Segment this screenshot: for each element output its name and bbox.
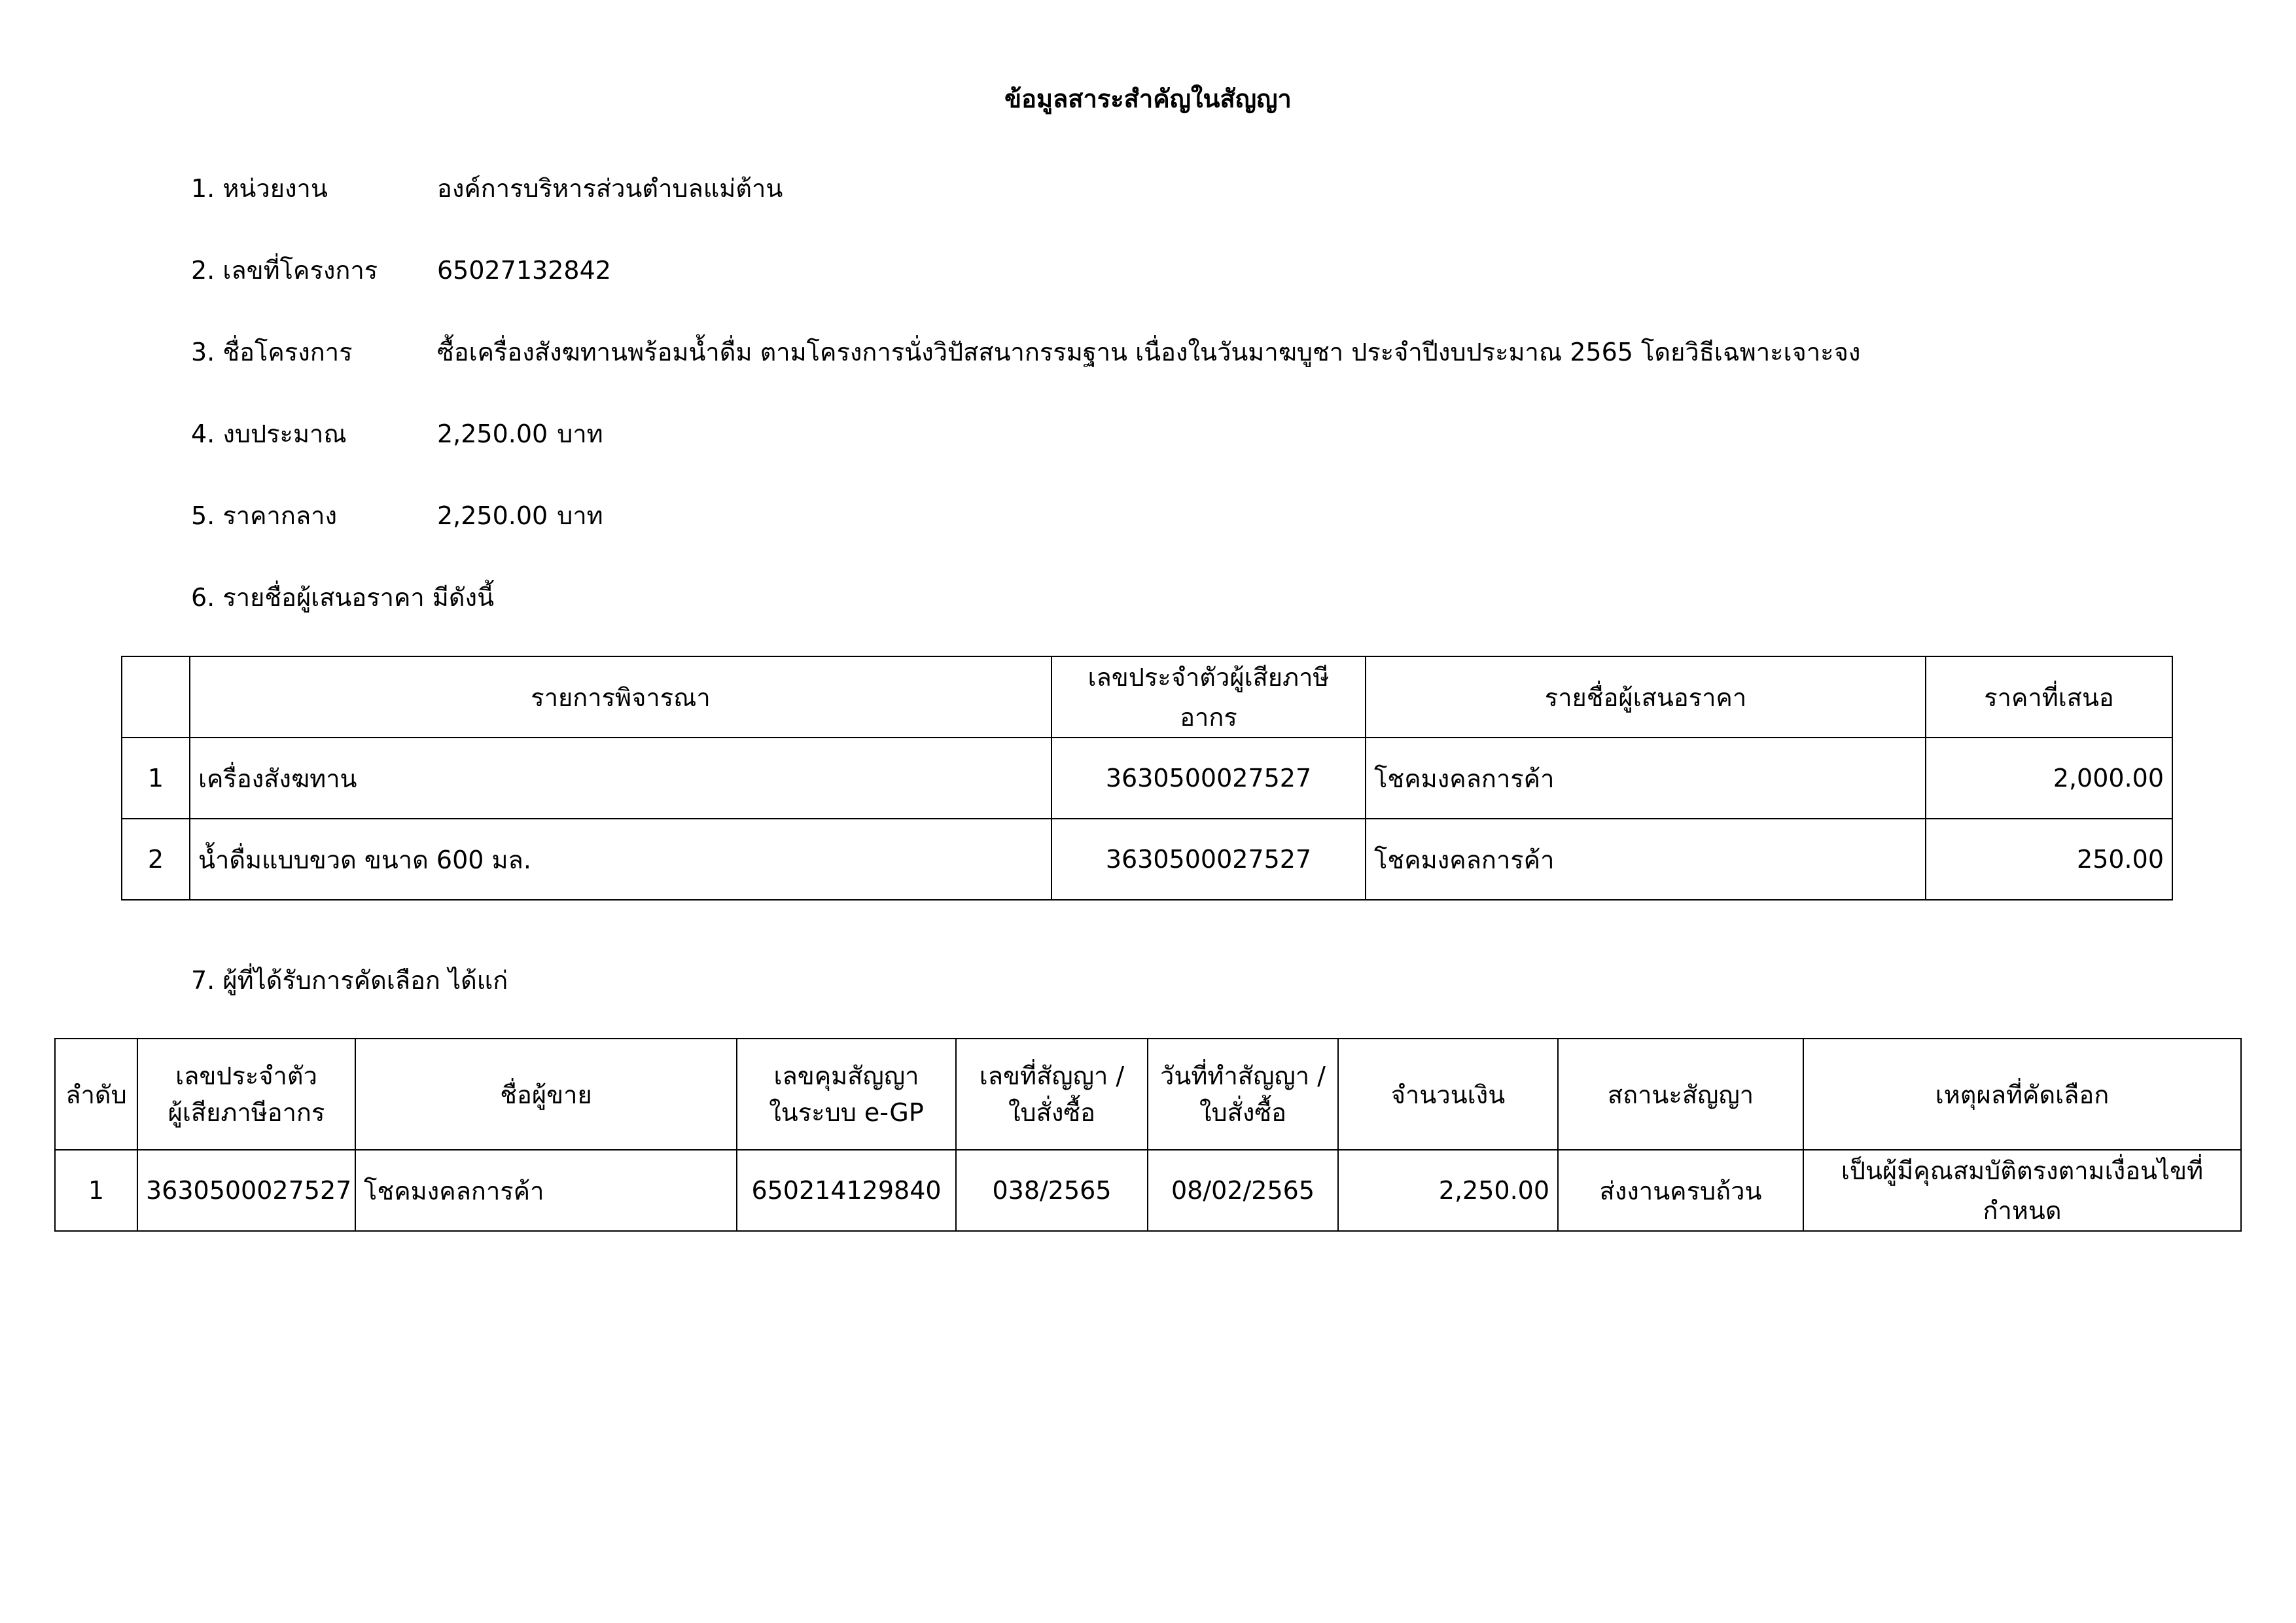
offer-item: เครื่องสังฆทาน	[190, 738, 1051, 819]
page-title: ข้อมูลสาระสำคัญในสัญญา	[1004, 84, 1292, 113]
winner-control-no: 650214129840	[737, 1150, 956, 1231]
winner-header-control-no	[737, 1039, 956, 1150]
field-project-no-value: 65027132842	[437, 256, 611, 285]
offer-bidder: โชคมงคลการค้า	[1366, 738, 1926, 819]
winner-reason: เป็นผู้มีคุณสมบัติตรงตามเงื่อนไขที่กำหนด	[1803, 1150, 2241, 1231]
budget-unit: บาท	[557, 419, 603, 448]
field-agency-label: 1. หน่วยงาน	[191, 174, 328, 203]
offer-no: 1	[122, 738, 190, 819]
winner-tax-id: 3630500027527	[137, 1150, 355, 1231]
table-row	[122, 819, 2172, 900]
winner-header-tax-id-line2: ผู้เสียภาษีอากร	[168, 1098, 325, 1127]
field-budget-label: 4. งบประมาณ	[191, 419, 347, 448]
winner-header-amount: จำนวนเงิน	[1338, 1039, 1558, 1150]
field-agency-value: องค์การบริหารส่วนตำบลแม่ต้าน	[437, 174, 783, 203]
winner-contract-no: 038/2565	[956, 1150, 1148, 1231]
winner-header-no: ลำดับ	[55, 1039, 137, 1150]
offer-tax-id: 3630500027527	[1051, 738, 1366, 819]
bidders-heading-text: 6. รายชื่อผู้เสนอราคา มีดังนี้	[191, 583, 495, 612]
winner-header-contract-line1: เลขที่สัญญา /	[979, 1061, 1125, 1090]
offer-tax-id: 3630500027527	[1051, 819, 1366, 900]
field-budget-value	[437, 414, 603, 454]
winner-header-seller: ชื่อผู้ขาย	[355, 1039, 737, 1150]
field-median-price-value	[437, 496, 603, 535]
winner-header-date-line2: ใบสั่งซื้อ	[1199, 1098, 1287, 1127]
winner-header-row	[55, 1039, 2241, 1150]
budget-amount: 2,250.00	[437, 419, 548, 448]
winner-header-contract-no	[956, 1039, 1148, 1150]
table-row	[55, 1150, 2241, 1231]
offers-header-tax-id: เลขประจำตัวผู้เสียภาษีอากร	[1051, 656, 1366, 738]
offers-header-row	[122, 656, 2172, 738]
winner-header-date	[1148, 1039, 1338, 1150]
offers-header-bidder: รายชื่อผู้เสนอราคา	[1366, 656, 1926, 738]
field-median-price-label: 5. ราคากลาง	[191, 501, 338, 530]
winner-header-status: สถานะสัญญา	[1558, 1039, 1803, 1150]
field-project-name-label: 3. ชื่อโครงการ	[191, 338, 353, 366]
winner-status: ส่งงานครบถ้วน	[1558, 1150, 1803, 1231]
offers-table	[121, 656, 2173, 901]
offer-price: 250.00	[1926, 819, 2172, 900]
offer-no: 2	[122, 819, 190, 900]
selected-heading-text: 7. ผู้ที่ได้รับการคัดเลือก ได้แก่	[191, 966, 508, 995]
offers-header-price: ราคาที่เสนอ	[1926, 656, 2172, 738]
offers-header-item: รายการพิจารณา	[190, 656, 1051, 738]
winner-seller: โชคมงคลการค้า	[355, 1150, 737, 1231]
table-row	[122, 738, 2172, 819]
offer-price: 2,000.00	[1926, 738, 2172, 819]
median-price-amount: 2,250.00	[437, 501, 548, 530]
winner-header-tax-id-line1: เลขประจำตัว	[175, 1061, 317, 1090]
winner-amount: 2,250.00	[1338, 1150, 1558, 1231]
winner-date: 08/02/2565	[1148, 1150, 1338, 1231]
winner-header-contract-line2: ใบสั่งซื้อ	[1008, 1098, 1096, 1127]
winner-header-date-line1: วันที่ทำสัญญา /	[1160, 1061, 1326, 1090]
winner-header-control-line1: เลขคุมสัญญา	[773, 1061, 919, 1090]
field-project-name-value: ซื้อเครื่องสังฆทานพร้อมน้ำดื่ม ตามโครงการนั่งวิปัสสนากรรมฐาน เนื่องในวันมาฆบูชา ประจำปีงบประมาณ 2565 โดยวิธีเฉพาะเจาะจง	[437, 338, 1861, 366]
field-project-no-label: 2. เลขที่โครงการ	[191, 256, 378, 285]
offers-header-no	[122, 656, 190, 738]
winner-header-control-line2: ในระบบ e-GP	[769, 1098, 924, 1127]
median-price-unit: บาท	[557, 501, 603, 530]
winner-header-tax-id	[137, 1039, 355, 1150]
winner-header-reason: เหตุผลที่คัดเลือก	[1803, 1039, 2241, 1150]
offer-bidder: โชคมงคลการค้า	[1366, 819, 1926, 900]
winner-no: 1	[55, 1150, 137, 1231]
offer-item: น้ำดื่มแบบขวด ขนาด 600 มล.	[190, 819, 1051, 900]
winner-table	[54, 1038, 2242, 1232]
